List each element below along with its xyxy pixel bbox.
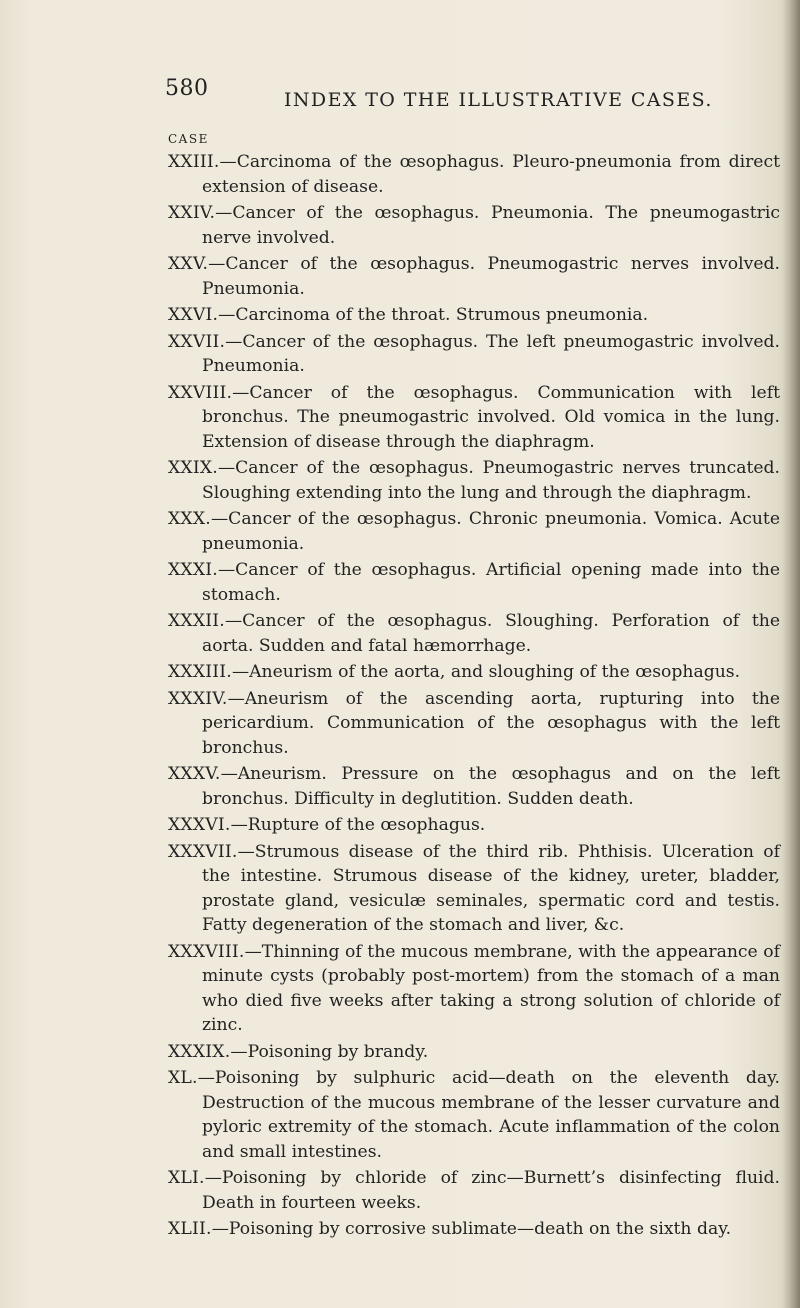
case-description: —Carcinoma of the throat. Strumous pneumonia.	[218, 305, 649, 325]
case-number: XXXIV.	[168, 688, 228, 709]
case-description: —Cancer of the œsophagus. Communication with left bronchus. The pneumogastric involved. Old vomica in the lung. Extension of disease through the diaphragm.	[202, 382, 780, 452]
case-number: XXXVI.	[168, 815, 231, 835]
case-description: —Carcinoma of the œsophagus. Pleuro-pneumonia from direct extension of disease.	[202, 152, 780, 197]
case-entry	[168, 150, 780, 199]
case-number: XXXVII.	[168, 841, 238, 862]
case-entry	[168, 940, 780, 1038]
case-description: —Cancer of the œsophagus. Pneumogastric nerves truncated. Sloughing extending into the lung and through the diaphragm.	[202, 458, 780, 503]
case-description: —Poisoning by corrosive sublimate—death on the sixth day.	[211, 1219, 732, 1239]
case-entry	[168, 1066, 780, 1164]
case-description: —Cancer of the œsophagus. Pneumogastric nerves involved. Pneumonia.	[202, 254, 780, 299]
case-number: XXIII.	[168, 152, 220, 172]
case-entry	[168, 762, 780, 811]
case-number: XXIX.	[168, 458, 218, 478]
case-entry	[168, 201, 780, 250]
case-description: —Cancer of the œsophagus. Sloughing. Perforation of the aorta. Sudden and fatal hæmorrhage.	[202, 611, 780, 656]
case-description: —Aneurism of the aorta, and sloughing of the œsophagus.	[231, 662, 741, 682]
case-entry	[168, 252, 780, 301]
case-entry	[168, 1040, 780, 1065]
case-description: —Poisoning by sulphuric acid—death on the eleventh day. Destruction of the mucous membrane of the lesser curvature and pyloric extremity of the stomach. Acute inflammation of the colon and small intestines.	[197, 1068, 780, 1162]
case-number: XXIV.	[168, 203, 216, 223]
case-description: —Poisoning by chloride of zinc—Burnett’s disinfecting fluid. Death in fourteen weeks.	[202, 1168, 780, 1213]
case-description: —Aneurism of the ascending aorta, rupturing into the pericardium. Communication of the œsophagus with the left bronchus.	[202, 688, 780, 758]
case-number: XLI.	[168, 1168, 205, 1188]
running-title: INDEX TO THE ILLUSTRATIVE CASES.	[284, 89, 713, 111]
case-entry	[168, 813, 780, 838]
case-number: XXX.	[168, 509, 211, 529]
case-column-label: CASE	[168, 132, 209, 146]
case-entry	[168, 381, 780, 455]
case-description: —Poisoning by brandy.	[230, 1041, 429, 1062]
case-entry	[168, 840, 780, 938]
case-number: XXVI.	[168, 305, 219, 325]
page-edge-shadow	[782, 0, 800, 1308]
case-number: XXVIII.	[168, 382, 233, 403]
case-entry	[168, 330, 780, 379]
case-entry	[168, 1217, 780, 1242]
case-number: XXV.	[168, 254, 209, 274]
case-description: —Aneurism. Pressure on the œsophagus and on the left bronchus. Difficulty in deglutition. Sudden death.	[202, 764, 780, 809]
case-index-list	[168, 150, 780, 1244]
case-entry	[168, 507, 780, 556]
case-number: XXXIX.	[168, 1041, 231, 1062]
case-number: XXXV.	[168, 764, 221, 784]
case-number: XXXIII.	[168, 662, 232, 682]
case-number: XXXI.	[168, 560, 218, 580]
case-number: XXVII.	[168, 331, 226, 352]
case-entry	[168, 609, 780, 658]
case-number: XL.	[168, 1068, 198, 1088]
page-number: 580	[165, 76, 209, 101]
case-description: —Cancer of the œsophagus. Chronic pneumonia. Vomica. Acute pneumonia.	[202, 509, 780, 554]
case-entry	[168, 687, 780, 761]
case-number: XXXII.	[168, 611, 225, 631]
case-description: —Rupture of the œsophagus.	[230, 815, 486, 835]
case-entry	[168, 303, 780, 328]
case-entry	[168, 558, 780, 607]
case-number: XLII.	[168, 1219, 212, 1239]
case-entry	[168, 1166, 780, 1215]
case-description: —Cancer of the œsophagus. The left pneumogastric involved. Pneumonia.	[202, 331, 780, 376]
case-entry	[168, 456, 780, 505]
case-description: —Cancer of the œsophagus. Pneumonia. The pneumogastric nerve involved.	[202, 203, 780, 248]
case-description: —Thinning of the mucous membrane, with the appearance of minute cysts (probably post-mortem) from the stomach of a man who died five weeks after taking a strong solution of chloride of zinc.	[202, 941, 780, 1035]
case-number: XXXVIII.	[168, 941, 245, 962]
case-description: —Cancer of the œsophagus. Artificial opening made into the stomach.	[202, 560, 780, 605]
case-entry	[168, 660, 780, 685]
case-description: —Strumous disease of the third rib. Phthisis. Ulceration of the intestine. Strumous disease of the kidney, ureter, bladder, prostate gland, vesiculæ seminales, spermatic cord and testis. Fatty degeneration of the stomach and liver, &c.	[202, 841, 780, 935]
